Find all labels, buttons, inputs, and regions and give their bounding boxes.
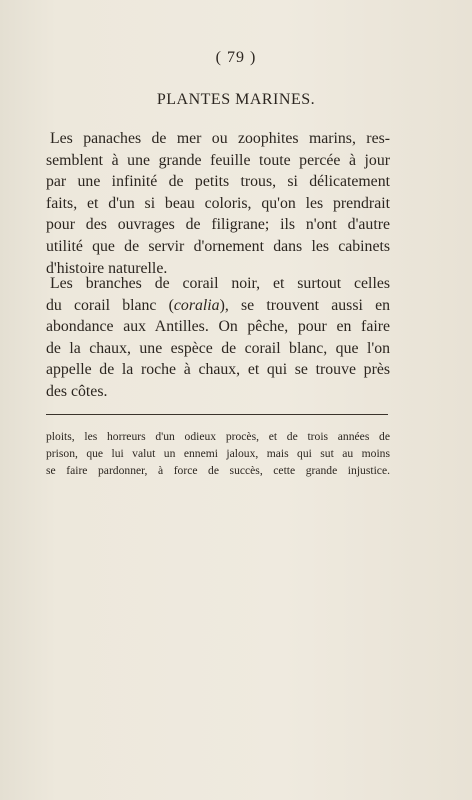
section-title: PLANTES MARINES.	[156, 91, 316, 108]
text-line: par une infinité de petits trous, si délicatement	[46, 173, 390, 191]
footnote	[46, 428, 390, 480]
text-line	[46, 316, 390, 338]
text-line: semblent à une grande feuille toute percée à jour	[46, 151, 390, 169]
text-line	[46, 338, 390, 360]
page-number: ( 79 )	[215, 49, 257, 66]
text-line	[46, 381, 390, 403]
text-run: Les branches de corail noir, et surtout celles	[50, 275, 390, 292]
text-run: appelle de la roche à chaux, et qui se trouve près	[46, 361, 390, 379]
text-line: pour des ouvrages de filigrane; ils n'ont d'autre	[46, 216, 390, 234]
paragraph-corail	[46, 273, 390, 403]
text-line: Les panaches de mer ou zoophites marins, res-	[50, 130, 390, 147]
text-line: faits, et d'un si beau coloris, qu'on les prendrait	[46, 194, 390, 212]
paragraph-panaches	[46, 128, 390, 279]
text-run: ), se trouvent aussi en	[219, 296, 390, 314]
footnote-divider	[46, 414, 388, 415]
text-line	[46, 295, 390, 317]
footnote-line: se faire pardonner, à force de succès, cette grande injustice.	[46, 464, 390, 478]
text-run: de la chaux, une espèce de corail blanc, que l'on	[46, 339, 390, 357]
text-run: des côtes.	[46, 382, 108, 400]
text-line: d'histoire naturelle.	[46, 259, 168, 277]
latin-term: coralia	[173, 296, 220, 314]
text-line	[46, 359, 390, 381]
text-run: du corail blanc (	[46, 296, 174, 314]
text-line	[46, 273, 390, 295]
footnote-line: ploits, les horreurs d'un odieux procès, et de trois années de	[46, 430, 390, 443]
footnote-line: prison, que lui valut un ennemi jaloux, mais qui sut au moins	[46, 447, 390, 461]
text-line: utilité que de servir d'ornement dans les cabinets	[46, 237, 390, 255]
text-run: abondance aux Antilles. On pêche, pour en faire	[46, 318, 390, 336]
